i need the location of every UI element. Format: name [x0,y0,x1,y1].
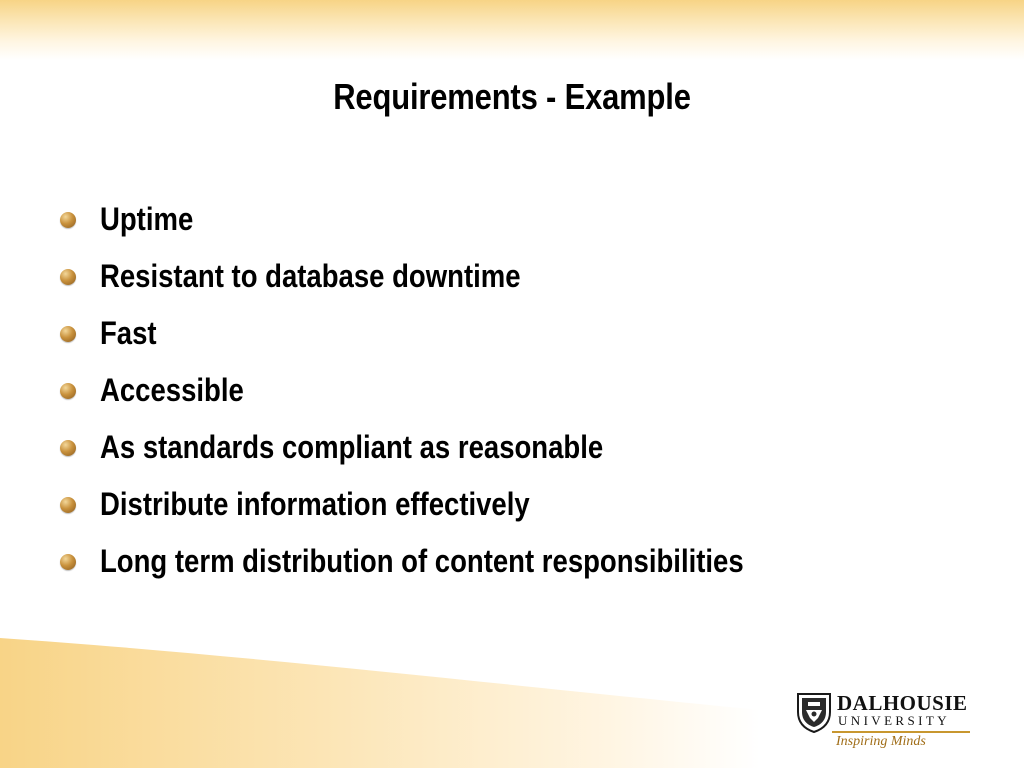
bullet-icon [60,554,76,570]
bullet-text: Distribute information effectively [100,486,530,522]
bullet-text: Long term distribution of content responsibilities [100,543,744,579]
bullet-text: As standards compliant as reasonable [100,429,604,465]
bullet-icon [60,497,76,513]
logo-tagline: Inspiring Minds [836,734,926,749]
list-item [60,191,848,248]
bullet-icon [60,440,76,456]
logo-divider [832,731,970,733]
list-item [60,533,848,590]
list-item [60,476,848,533]
list-item [60,419,848,476]
university-logo [796,692,976,752]
bullet-text: Accessible [100,372,244,408]
bullet-icon [60,269,76,285]
slide-title: Requirements - Example [333,76,691,117]
list-item [60,248,848,305]
list-item [60,305,848,362]
bullet-list [60,191,848,590]
bullet-text: Uptime [100,201,194,237]
shield-crest-icon [796,692,832,734]
logo-subtitle: UNIVERSITY [838,713,950,728]
bullet-icon [60,326,76,342]
bullet-text: Resistant to database downtime [100,258,521,294]
logo-name: DALHOUSIE [837,691,968,715]
bullet-icon [60,383,76,399]
bullet-icon [60,212,76,228]
list-item [60,362,848,419]
bullet-text: Fast [100,315,157,351]
top-gradient-band [0,0,1024,60]
